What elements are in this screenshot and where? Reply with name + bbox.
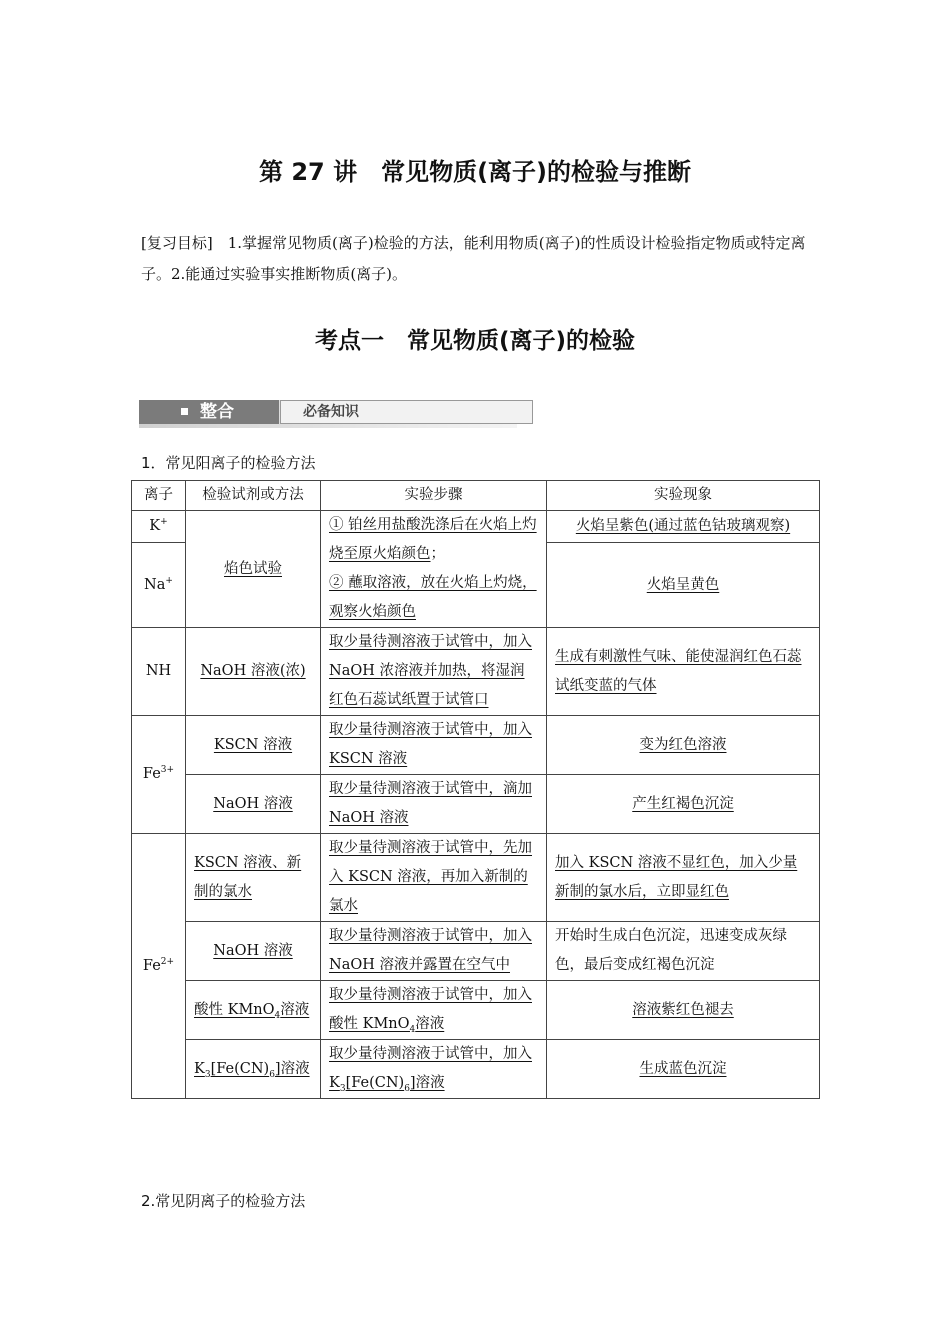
ion-fe3: $Fe^{3+}$ bbox=[132, 716, 186, 834]
result-fe2-kmno4: 溶液紫红色褪去 bbox=[547, 981, 820, 1040]
table-row bbox=[132, 834, 820, 922]
step-fe2-kscn: 取少量待测溶液于试管中，先加入 KSCN 溶液，再加入新制的氯水 bbox=[321, 834, 547, 922]
reagent-fe2-k3fecn6: $K_3[Fe(CN)_6]$溶液 bbox=[186, 1040, 321, 1099]
review-goals bbox=[141, 228, 821, 290]
header-reagent: 检验试剂或方法 bbox=[186, 481, 321, 511]
table-header-row bbox=[132, 481, 820, 511]
header-phenomenon: 实验现象 bbox=[547, 481, 820, 511]
ion-na: Na+ bbox=[132, 543, 186, 628]
table-row bbox=[132, 981, 820, 1040]
cation-test-table bbox=[131, 480, 820, 1099]
goal-text: 1.掌握常见物质(离子)检验的方法，能利用物质(离子)的性质设计检验指定物质或特定离子。2.能通过实验事实推断物质(离子)。 bbox=[141, 234, 806, 283]
step-nh: 取少量待测溶液于试管中，加入 NaOH 浓溶液并加热，将湿润红色石蕊试纸置于试管口 bbox=[321, 628, 547, 716]
result-fe2-naoh: 开始时生成白色沉淀，迅速变成灰绿色，最后变成红褐色沉淀 bbox=[547, 922, 820, 981]
heading-cation-methods: 1．常见阳离子的检验方法 bbox=[141, 454, 316, 472]
banner-left-label: 整合 bbox=[200, 402, 234, 422]
page-title: 第 27 讲 常见物质(离子)的检验与推断 bbox=[258, 158, 692, 186]
reagent-fe2-kmno4: 酸性 KMnO$_4$溶液 bbox=[186, 981, 321, 1040]
banner-right: 必备知识 bbox=[280, 400, 533, 424]
table-row bbox=[132, 716, 820, 775]
result-fe3-kscn: 变为红色溶液 bbox=[547, 716, 820, 775]
reagent-fe2-naoh: NaOH 溶液 bbox=[186, 922, 321, 981]
step-fe3-naoh: 取少量待测溶液于试管中，滴加 NaOH 溶液 bbox=[321, 775, 547, 834]
table-row bbox=[132, 775, 820, 834]
table-row bbox=[132, 628, 820, 716]
ion-k: K+ bbox=[132, 511, 186, 543]
result-fe3-naoh: 产生红褐色沉淀 bbox=[547, 775, 820, 834]
reagent-fe3-naoh: NaOH 溶液 bbox=[186, 775, 321, 834]
result-fe2-k3fecn6: 生成蓝色沉淀 bbox=[547, 1040, 820, 1099]
table-row bbox=[132, 1040, 820, 1099]
result-k: 火焰呈紫色(通过蓝色钴玻璃观察) bbox=[547, 511, 820, 543]
table-row bbox=[132, 922, 820, 981]
header-steps: 实验步骤 bbox=[321, 481, 547, 511]
goal-tag: [复习目标] bbox=[141, 234, 213, 252]
square-bullet-icon bbox=[181, 408, 188, 415]
section-banner bbox=[139, 397, 519, 431]
table-row bbox=[132, 511, 820, 543]
step-fe2-k3fecn6: 取少量待测溶液于试管中，加入 $K_3[Fe(CN)_6]$溶液 bbox=[321, 1040, 547, 1099]
ion-fe2: $Fe^{2+}$ bbox=[132, 834, 186, 1099]
section-title: 考点一 常见物质(离子)的检验 bbox=[314, 328, 636, 354]
reagent-fe3-kscn: KSCN 溶液 bbox=[186, 716, 321, 775]
reagent-naoh-conc: NaOH 溶液(浓) bbox=[186, 628, 321, 716]
heading-anion-methods: 2.常见阴离子的检验方法 bbox=[141, 1192, 306, 1210]
step-fe2-kmno4: 取少量待测溶液于试管中，加入酸性 KMnO$_4$溶液 bbox=[321, 981, 547, 1040]
step-fe3-kscn: 取少量待测溶液于试管中，加入 KSCN 溶液 bbox=[321, 716, 547, 775]
banner-left bbox=[139, 400, 279, 424]
reagent-flame: 焰色试验 bbox=[186, 511, 321, 628]
reagent-fe2-kscn: KSCN 溶液、新制的氯水 bbox=[186, 834, 321, 922]
step-flame: ① 铂丝用盐酸洗涤后在火焰上灼烧至原火焰颜色； ② 蘸取溶液，放在火焰上灼烧，观察火焰颜色 bbox=[321, 511, 547, 628]
result-fe2-kscn: 加入 KSCN 溶液不显红色，加入少量新制的氯水后，立即显红色 bbox=[547, 834, 820, 922]
ion-nh: NH bbox=[132, 628, 186, 716]
step-fe2-naoh: 取少量待测溶液于试管中，加入 NaOH 溶液并露置在空气中 bbox=[321, 922, 547, 981]
result-nh: 生成有刺激性气味、能使湿润红色石蕊试纸变蓝的气体 bbox=[547, 628, 820, 716]
header-ion: 离子 bbox=[132, 481, 186, 511]
result-na: 火焰呈黄色 bbox=[547, 543, 820, 628]
